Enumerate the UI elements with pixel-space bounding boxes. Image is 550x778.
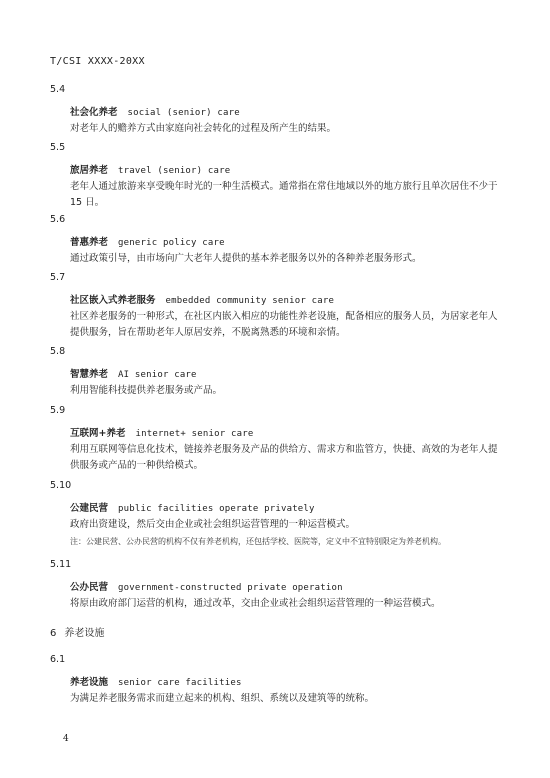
term-definition: 老年人通过旅游来享受晚年时光的一种生活模式。通常指在常住地域以外的地方旅行且单次居住不少于 15 日。: [70, 181, 498, 208]
term-chinese: 养老设施: [70, 677, 109, 688]
term-note: 注：公建民营、公办民营的机构不仅有养老机构，还包括学校、医院等，定义中不宜特别限定为养老机构。: [70, 536, 446, 546]
section-heading: [50, 624, 104, 639]
term-definition: 利用智能科技提供养老服务或产品。: [70, 385, 223, 396]
term-definition: 政府出资建设，然后交由企业或社会组织运营管理的一种运营模式。: [70, 519, 356, 530]
clause-5-5: [50, 142, 500, 210]
term-english: embedded community senior care: [165, 296, 335, 306]
term-definition: 利用互联网等信息化技术，链接养老服务及产品的供给方、需求方和监管方，快捷、高效的为老年人提供服务或产品的一种供给模式。: [70, 444, 498, 471]
term-english: generic policy care: [118, 238, 225, 248]
term-line: [70, 105, 500, 121]
clause-number: 5.10: [50, 480, 72, 491]
term-definition: 对老年人的赡养方式由家庭向社会转化的过程及所产生的结果。: [70, 123, 337, 134]
term-chinese: 旅居养老: [70, 165, 109, 176]
term-english: senior care facilities: [118, 678, 242, 688]
term-english: government-constructed private operation: [118, 583, 343, 593]
page-number: 4: [63, 734, 69, 744]
term-line: [70, 675, 500, 691]
term-english: public facilities operate privately: [118, 504, 315, 514]
clause-5-6: [50, 214, 500, 267]
term-chinese: 公建民营: [70, 503, 109, 514]
clause-number: 5.4: [50, 84, 66, 95]
clause-5-7: [50, 272, 500, 340]
term-chinese: 社区嵌入式养老服务: [70, 295, 156, 306]
section-title: 养老设施: [64, 628, 105, 639]
term-definition: 为满足养老服务需求而建立起来的机构、组织、系统以及建筑等的统称。: [70, 693, 375, 704]
clause-number: 5.9: [50, 405, 66, 416]
term-line: [70, 235, 500, 251]
term-english: social (senior) care: [127, 108, 240, 118]
term-english: AI senior care: [118, 370, 197, 380]
section-number: 6: [50, 628, 57, 639]
clause-number: 5.11: [50, 559, 72, 570]
clause-number: 5.5: [50, 142, 66, 153]
term-definition: 通过政策引导，由市场向广大老年人提供的基本养老服务以外的各种养老服务形式。: [70, 253, 422, 264]
clause-5-9: [50, 405, 500, 473]
term-chinese: 社会化养老: [70, 107, 118, 118]
term-line: [70, 293, 500, 309]
term-chinese: 普惠养老: [70, 237, 109, 248]
clause-5-8: [50, 346, 500, 399]
term-chinese: 互联网+养老: [70, 428, 126, 439]
clause-6-1: [50, 654, 500, 707]
clause-5-10: [50, 480, 500, 548]
clause-number: 5.8: [50, 346, 66, 357]
term-line: [70, 367, 500, 383]
clause-5-4: [50, 84, 500, 137]
clause-number: 5.6: [50, 214, 66, 225]
clause-5-11: [50, 559, 500, 612]
clause-number: 5.7: [50, 272, 66, 283]
term-english: travel (senior) care: [118, 166, 231, 176]
term-chinese: 智慧养老: [70, 369, 109, 380]
term-definition: 将原由政府部门运营的机构，通过改革，交由企业或社会组织运营管理的一种运营模式。: [70, 598, 441, 609]
term-line: [70, 501, 500, 517]
clause-number: 6.1: [50, 654, 66, 665]
document-code: T/CSI XXXX-20XX: [50, 56, 145, 67]
term-definition: 社区养老服务的一种形式，在社区内嵌入相应的功能性养老设施，配备相应的服务人员，为居家老年人提供服务，旨在帮助老年人原居安养，不脱离熟悉的环境和亲情。: [70, 311, 498, 338]
term-line: [70, 163, 500, 179]
term-english: internet+ senior care: [135, 429, 254, 439]
term-line: [70, 426, 500, 442]
term-line: [70, 580, 500, 596]
term-chinese: 公办民营: [70, 582, 109, 593]
